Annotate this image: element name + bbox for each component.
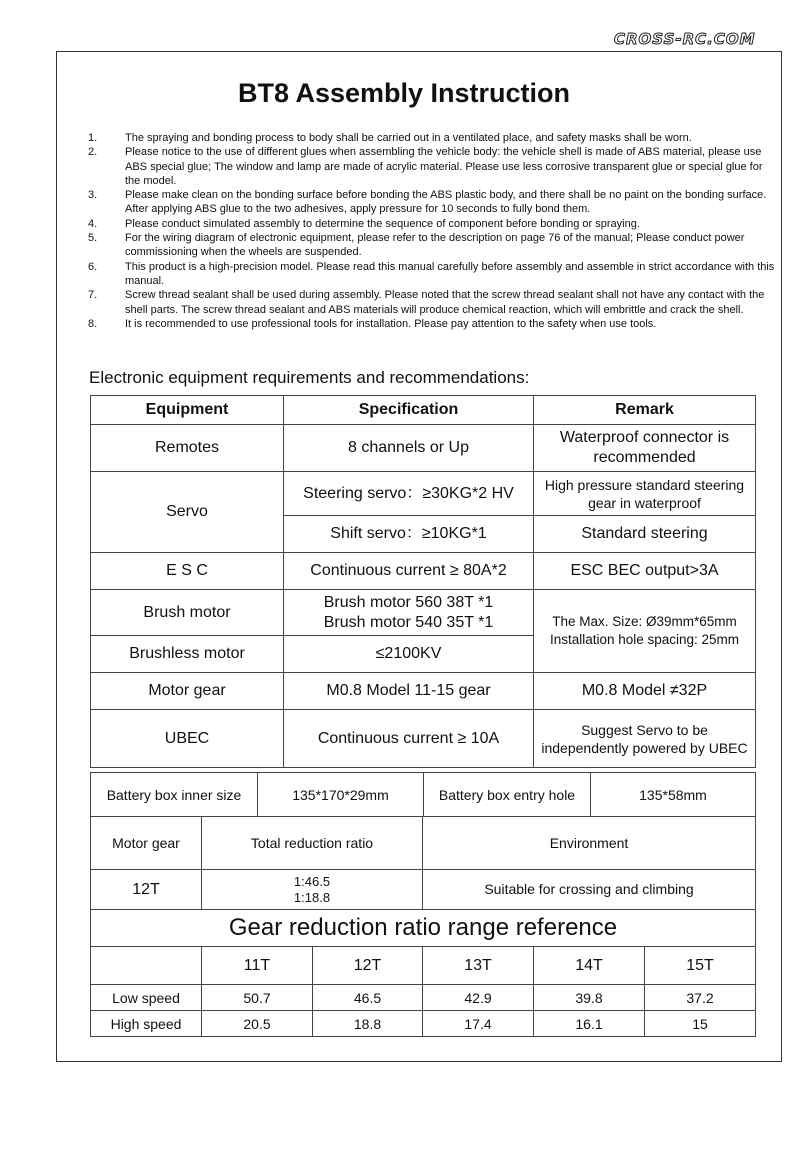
column-header: Motor gear	[91, 817, 202, 870]
equipment-name: Brushless motor	[91, 636, 284, 673]
equipment-remark: Suggest Servo to be independently powered by UBEC	[534, 710, 756, 768]
equipment-remark: Waterproof connector is recommended	[534, 425, 756, 472]
column-header: 13T	[423, 947, 534, 985]
remark-line: The Max. Size: Ø39mm*65mm	[552, 614, 737, 629]
column-header: Total reduction ratio	[202, 817, 423, 870]
table-row	[91, 817, 756, 870]
table-row	[91, 1011, 756, 1037]
spec-line: Brush motor 540 35T *1	[323, 613, 494, 631]
battery-table	[90, 772, 756, 817]
item-number: 6.	[88, 260, 98, 273]
equipment-spec: 8 channels or Up	[284, 425, 534, 472]
equipment-remark: M0.8 Model ≠32P	[534, 673, 756, 710]
table-cell: 18.8	[313, 1011, 423, 1037]
ratio-line: 1:18.8	[293, 889, 331, 905]
equipment-spec: ≤2100KV	[284, 636, 534, 673]
column-header: Environment	[423, 817, 756, 870]
item-text: For the wiring diagram of electronic equipment, please refer to the description on page 76 of the manual; Please conduct power commissioning when the wheels are suspended.	[125, 232, 745, 259]
list-item	[88, 131, 778, 145]
item-text: Please conduct simulated assembly to determine the sequence of component before bonding or spraying.	[125, 217, 640, 230]
brand-logo: CROSS-RC.COM	[614, 30, 756, 48]
column-header: 12T	[313, 947, 423, 985]
item-text: Please make clean on the bonding surface before bonding the ABS plastic body, and there shall be no paint on the bonding surface. After applying ABS glue to the two adhesives, apply pressure for 10 seconds to fully bond them.	[125, 189, 767, 216]
remark-line: Installation hole spacing: 25mm	[549, 632, 740, 647]
ratio-line: 1:46.5	[293, 873, 331, 889]
column-header: Specification	[284, 396, 534, 425]
equipment-table	[90, 395, 756, 768]
equipment-name: UBEC	[91, 710, 284, 768]
corner-cell	[91, 947, 202, 985]
item-number: 7.	[88, 289, 98, 302]
column-header: 14T	[534, 947, 645, 985]
list-item	[88, 288, 778, 317]
table-row	[91, 710, 756, 768]
equipment-spec: M0.8 Model 11-15 gear	[284, 673, 534, 710]
ratio-value	[202, 870, 423, 910]
table-cell: 39.8	[534, 985, 645, 1011]
battery-inner-label: Battery box inner size	[91, 773, 258, 817]
item-text: The spraying and bonding process to body shall be carried out in a ventilated place, and safety masks shall be worn.	[125, 132, 692, 144]
battery-entry-label: Battery box entry hole	[424, 773, 591, 817]
range-title: Gear reduction ratio range reference	[91, 910, 756, 947]
battery-inner-value: 135*170*29mm	[258, 773, 424, 817]
table-cell: 42.9	[423, 985, 534, 1011]
item-text: It is recommended to use professional tools for installation. Please pay attention to the safety when use tools.	[125, 317, 657, 330]
item-number: 3.	[88, 189, 98, 202]
item-text: This product is a high-precision model. Please read this manual carefully before assembly and assemble in strict accordance with this manual.	[125, 260, 775, 287]
table-row	[91, 590, 756, 636]
spec-line: Brush motor 560 38T *1	[323, 593, 494, 611]
table-cell: 17.4	[423, 1011, 534, 1037]
reduction-table	[90, 816, 756, 910]
table-cell: 20.5	[202, 1011, 313, 1037]
table-row	[91, 773, 756, 817]
equipment-name: Brush motor	[91, 590, 284, 636]
battery-entry-value: 135*58mm	[591, 773, 756, 817]
list-item	[88, 217, 778, 231]
list-item	[88, 145, 778, 188]
equipment-spec	[284, 590, 534, 636]
item-text: Screw thread sealant shall be used during assembly. Please noted that the screw thread sealant shall not have any contact with the shell parts. The screw thread sealant and ABS materials will produce chemical reaction, which will embrittle and crack the shell.	[125, 289, 765, 316]
equipment-remark	[534, 590, 756, 673]
column-header: Remark	[534, 396, 756, 425]
gear-range-table	[90, 909, 756, 1037]
equipment-spec: Shift servo：≥10KG*1	[284, 516, 534, 553]
column-header: 15T	[645, 947, 756, 985]
equipment-spec: Continuous current ≥ 80A*2	[284, 553, 534, 590]
equipment-remark: ESC BEC output>3A	[534, 553, 756, 590]
table-cell: 46.5	[313, 985, 423, 1011]
item-number: 2.	[88, 146, 98, 159]
table-row	[91, 425, 756, 472]
column-header: 11T	[202, 947, 313, 985]
list-item	[88, 260, 778, 289]
table-row	[91, 870, 756, 910]
column-header: Equipment	[91, 396, 284, 425]
item-number: 5.	[88, 232, 98, 245]
equipment-remark: Standard steering	[534, 516, 756, 553]
page-title: BT8 Assembly Instruction	[237, 78, 571, 108]
table-cell: 50.7	[202, 985, 313, 1011]
equipment-name: E S C	[91, 553, 284, 590]
list-item	[88, 231, 778, 260]
list-item	[88, 188, 778, 217]
item-number: 4.	[88, 217, 98, 230]
table-cell: 16.1	[534, 1011, 645, 1037]
row-label: High speed	[91, 1011, 202, 1037]
table-row	[91, 910, 756, 947]
item-text: Please notice to the use of different glues when assembling the vehicle body: the vehicle shell is made of ABS material, please use ABS special glue; The window and lamp are made of acrylic material. Please use less corrosive transparent glue or special glue for the model.	[125, 146, 763, 187]
table-row	[91, 673, 756, 710]
table-row	[91, 985, 756, 1011]
equipment-name: Motor gear	[91, 673, 284, 710]
table-cell: 37.2	[645, 985, 756, 1011]
gear-value: 12T	[91, 870, 202, 910]
environment-value: Suitable for crossing and climbing	[423, 870, 756, 910]
table-row	[91, 553, 756, 590]
table-cell: 15	[645, 1011, 756, 1037]
page-mark: ·	[19, 1127, 21, 1133]
table-row	[91, 472, 756, 516]
instruction-list	[88, 131, 778, 331]
equipment-spec: Steering servo：≥30KG*2 HV	[284, 472, 534, 516]
item-number: 1.	[88, 132, 98, 144]
equipment-name: Servo	[91, 472, 284, 553]
section-heading: Electronic equipment requirements and recommendations:	[89, 368, 530, 387]
table-row	[91, 947, 756, 985]
list-item	[88, 317, 778, 331]
equipment-name: Remotes	[91, 425, 284, 472]
equipment-spec: Continuous current ≥ 10A	[284, 710, 534, 768]
item-number: 8.	[88, 317, 98, 330]
equipment-remark: High pressure standard steering gear in waterproof	[534, 472, 756, 516]
row-label: Low speed	[91, 985, 202, 1011]
